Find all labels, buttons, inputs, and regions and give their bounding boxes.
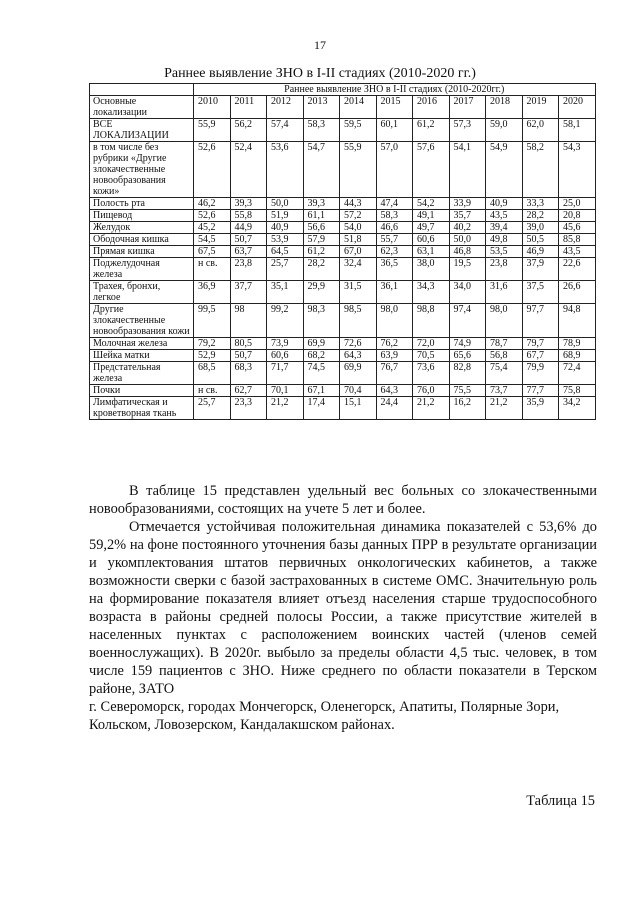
table-cell: 40,9: [267, 222, 304, 234]
table-cell: 55,9: [340, 142, 377, 198]
table-cell: 61,2: [303, 246, 340, 258]
table-cell: н св.: [194, 385, 231, 397]
table-cell: 50,5: [522, 234, 559, 246]
table-cell: 52,9: [194, 350, 231, 362]
table-cell: 64,3: [340, 350, 377, 362]
table-cell: 75,8: [559, 385, 596, 397]
table-cell: 77,7: [522, 385, 559, 397]
table-cell: 97,4: [449, 304, 486, 338]
table-cell: 49,1: [413, 210, 450, 222]
table-cell: 51,8: [340, 234, 377, 246]
table-cell: 54,5: [194, 234, 231, 246]
table-cell: 28,2: [522, 210, 559, 222]
table-cell: 54,0: [340, 222, 377, 234]
table-cell: 39,3: [303, 198, 340, 210]
table-cell: 23,8: [486, 258, 523, 281]
table-cell: 61,1: [303, 210, 340, 222]
table-cell: 58,3: [303, 119, 340, 142]
table-cell: 35,1: [267, 281, 304, 304]
table-cell: 57,4: [267, 119, 304, 142]
table-cell: н св.: [194, 258, 231, 281]
row-label: Другие злокачественные новообразования кожи: [90, 304, 194, 338]
table-cell: 64,5: [267, 246, 304, 258]
table-cell: 72,4: [559, 362, 596, 385]
table-cell: 58,3: [376, 210, 413, 222]
table-cell: 36,9: [194, 281, 231, 304]
table-cell: 21,2: [486, 397, 523, 420]
paragraph-1: В таблице 15 представлен удельный вес больных со злокачественными новообразованиями, состоящих на учете 5 лет и более.: [89, 483, 597, 517]
table-title: Раннее выявление ЗНО в I-II стадиях (2010-2020 гг.): [164, 66, 476, 81]
table-cell: 17,4: [303, 397, 340, 420]
table-cell: 55,9: [194, 119, 231, 142]
year-header-2019: 2019: [522, 96, 559, 119]
table-cell: 16,2: [449, 397, 486, 420]
table-cell: 55,7: [376, 234, 413, 246]
table-cell: 28,2: [303, 258, 340, 281]
table-cell: 55,8: [230, 210, 267, 222]
table-cell: 44,9: [230, 222, 267, 234]
table-row: [90, 385, 596, 397]
row-label: Прямая кишка: [90, 246, 194, 258]
table-cell: 62,3: [376, 246, 413, 258]
row-label: Шейка матки: [90, 350, 194, 362]
table-cell: 72,6: [340, 338, 377, 350]
table-cell: 98,8: [413, 304, 450, 338]
row-label: в том числе без рубрики «Другие злокачественные новообразования кожи»: [90, 142, 194, 198]
table-cell: 23,3: [230, 397, 267, 420]
table-cell: 57,0: [376, 142, 413, 198]
table-row: [90, 222, 596, 234]
table-cell: 61,2: [413, 119, 450, 142]
table-cell: 94,8: [559, 304, 596, 338]
table-row: [90, 338, 596, 350]
table-cell: 60,6: [267, 350, 304, 362]
table-cell: 62,7: [230, 385, 267, 397]
table-cell: 39,3: [230, 198, 267, 210]
table-cell: 38,0: [413, 258, 450, 281]
table-cell: 22,6: [559, 258, 596, 281]
table-caption: Таблица 15: [526, 793, 595, 809]
body-text: [89, 482, 597, 734]
table-cell: 29,9: [303, 281, 340, 304]
year-header-2011: 2011: [230, 96, 267, 119]
table-cell: 62,0: [522, 119, 559, 142]
table-row: [90, 246, 596, 258]
table-cell: 15,1: [340, 397, 377, 420]
table-cell: 76,0: [413, 385, 450, 397]
table-cell: 68,9: [559, 350, 596, 362]
table-cell: 54,1: [449, 142, 486, 198]
table-cell: 57,6: [413, 142, 450, 198]
table-cell: 19,5: [449, 258, 486, 281]
table-cell: 39,4: [486, 222, 523, 234]
table-row: [90, 362, 596, 385]
table-cell: 34,0: [449, 281, 486, 304]
paragraph-2: Отмечается устойчивая положительная динамика показателей с 53,6% до 59,2% на фоне постоянного уточнения базы данных ПРР в результате организации и укомплектования штатов первичных онкологических кабинетов, а также возможности сверки с базой застрахованных в системе ОМС. Значительную роль на формирование показателя влияет отъезд населения старше трудоспособного возраста в районы средней полосы России, а также присутствие жителей в населенных пунктах с расположением воинских частей (членов семей военнослужащих). В 2020г. выбыло за пределы области 4,5 тыс. человек, в том числе 159 пациентов с ЗНО. Ниже среднего по области показатели в Терском районе, ЗАТО: [89, 519, 597, 697]
table-cell: 58,1: [559, 119, 596, 142]
table-cell: 40,9: [486, 198, 523, 210]
table-cell: 98: [230, 304, 267, 338]
table-cell: 36,5: [376, 258, 413, 281]
table-cell: 59,5: [340, 119, 377, 142]
table-cell: 51,9: [267, 210, 304, 222]
row-label: Желудок: [90, 222, 194, 234]
table-cell: 65,6: [449, 350, 486, 362]
table-cell: 60,1: [376, 119, 413, 142]
table-cell: 45,6: [559, 222, 596, 234]
table-row: [90, 198, 596, 210]
table-cell: 72,0: [413, 338, 450, 350]
row-label: Лимфатическая и кроветворная ткань: [90, 397, 194, 420]
table-cell: 68,5: [194, 362, 231, 385]
table-cell: 24,4: [376, 397, 413, 420]
table-cell: 98,5: [340, 304, 377, 338]
table-cell: 53,6: [267, 142, 304, 198]
table-cell: 23,8: [230, 258, 267, 281]
early-detection-table: [89, 83, 596, 420]
row-label: Молочная железа: [90, 338, 194, 350]
table-cell: 35,7: [449, 210, 486, 222]
year-header-2012: 2012: [267, 96, 304, 119]
table-cell: 31,5: [340, 281, 377, 304]
paragraph-3: г. Североморск, городах Мончегорск, Оленегорск, Апатиты, Полярные Зори, Кольском, Ловозерском, Кандалакшском районах.: [89, 699, 560, 733]
table-cell: 73,7: [486, 385, 523, 397]
table-cell: 98,0: [376, 304, 413, 338]
table-cell: 74,5: [303, 362, 340, 385]
table-row: [90, 210, 596, 222]
table-cell: 32,4: [340, 258, 377, 281]
table-cell: 52,6: [194, 142, 231, 198]
table-cell: 79,7: [522, 338, 559, 350]
table-cell: 52,6: [194, 210, 231, 222]
year-header-2017: 2017: [449, 96, 486, 119]
row-label: ВСЕ ЛОКАЛИЗАЦИИ: [90, 119, 194, 142]
table-cell: 46,8: [449, 246, 486, 258]
table-cell: 63,9: [376, 350, 413, 362]
page-number: 17: [314, 38, 326, 52]
table-row: [90, 304, 596, 338]
table-cell: 44,3: [340, 198, 377, 210]
table-cell: 20,8: [559, 210, 596, 222]
table-cell: 37,9: [522, 258, 559, 281]
table-cell: 53,9: [267, 234, 304, 246]
table-cell: 99,5: [194, 304, 231, 338]
table-cell: 59,0: [486, 119, 523, 142]
table-cell: 63,1: [413, 246, 450, 258]
table-cell: 34,2: [559, 397, 596, 420]
table-cell: 50,7: [230, 350, 267, 362]
table-group-header-row: [90, 84, 596, 96]
table-cell: 69,9: [340, 362, 377, 385]
year-header-2015: 2015: [376, 96, 413, 119]
year-header-2014: 2014: [340, 96, 377, 119]
table-cell: 21,2: [267, 397, 304, 420]
table-cell: 58,2: [522, 142, 559, 198]
table-cell: 98,3: [303, 304, 340, 338]
row-label: Предстательная железа: [90, 362, 194, 385]
table-cell: 85,8: [559, 234, 596, 246]
row-label: Почки: [90, 385, 194, 397]
table-cell: 36,1: [376, 281, 413, 304]
table-cell: 21,2: [413, 397, 450, 420]
table-cell: 67,0: [340, 246, 377, 258]
table-cell: 70,4: [340, 385, 377, 397]
table-cell: 73,6: [413, 362, 450, 385]
table-cell: 76,2: [376, 338, 413, 350]
table-cell: 52,4: [230, 142, 267, 198]
table-cell: 33,3: [522, 198, 559, 210]
table-cell: 49,8: [486, 234, 523, 246]
row-label: Полость рта: [90, 198, 194, 210]
table-cell: 71,7: [267, 362, 304, 385]
table-cell: 67,7: [522, 350, 559, 362]
table-cell: 37,7: [230, 281, 267, 304]
table-cell: 76,7: [376, 362, 413, 385]
table-cell: 57,3: [449, 119, 486, 142]
table-cell: 79,9: [522, 362, 559, 385]
table-cell: 46,2: [194, 198, 231, 210]
table-cell: 34,3: [413, 281, 450, 304]
table-cell: 54,3: [559, 142, 596, 198]
row-label: Трахея, бронхи, легкое: [90, 281, 194, 304]
table-cell: 67,1: [303, 385, 340, 397]
table-cell: 56,6: [303, 222, 340, 234]
table-cell: 40,2: [449, 222, 486, 234]
table-cell: 26,6: [559, 281, 596, 304]
table-cell: 79,2: [194, 338, 231, 350]
table-cell: 54,7: [303, 142, 340, 198]
table-cell: 57,9: [303, 234, 340, 246]
table-cell: 70,1: [267, 385, 304, 397]
table-cell: 68,2: [303, 350, 340, 362]
row-label: Ободочная кишка: [90, 234, 194, 246]
table-row: [90, 281, 596, 304]
table-cell: 35,9: [522, 397, 559, 420]
table-cell: 25,7: [267, 258, 304, 281]
table-cell: 75,4: [486, 362, 523, 385]
table-cell: 53,5: [486, 246, 523, 258]
table-cell: 25,7: [194, 397, 231, 420]
table-cell: 75,5: [449, 385, 486, 397]
table-cell: 49,7: [413, 222, 450, 234]
table-row: [90, 397, 596, 420]
table-cell: 97,7: [522, 304, 559, 338]
table-cell: 50,7: [230, 234, 267, 246]
table-cell: 25,0: [559, 198, 596, 210]
table-cell: 50,0: [267, 198, 304, 210]
table-row: [90, 258, 596, 281]
table-cell: 46,6: [376, 222, 413, 234]
table-cell: 57,2: [340, 210, 377, 222]
table-cell: 45,2: [194, 222, 231, 234]
table-cell: 56,8: [486, 350, 523, 362]
table-cell: 70,5: [413, 350, 450, 362]
table-cell: 82,8: [449, 362, 486, 385]
table-cell: 33,9: [449, 198, 486, 210]
table-cell: 56,2: [230, 119, 267, 142]
table-cell: 74,9: [449, 338, 486, 350]
table-cell: 43,5: [486, 210, 523, 222]
year-header-2013: 2013: [303, 96, 340, 119]
year-header-2010: 2010: [194, 96, 231, 119]
table-cell: 54,9: [486, 142, 523, 198]
year-header-2018: 2018: [486, 96, 523, 119]
table-cell: 54,2: [413, 198, 450, 210]
table-cell: 78,7: [486, 338, 523, 350]
table-row: [90, 350, 596, 362]
table-cell: 67,5: [194, 246, 231, 258]
table-header-row: [90, 96, 596, 119]
table-cell: 50,0: [449, 234, 486, 246]
year-header-2016: 2016: [413, 96, 450, 119]
table-cell: 39,0: [522, 222, 559, 234]
table-cell: 37,5: [522, 281, 559, 304]
first-col-header: Основные локализации: [90, 96, 194, 119]
table-row: [90, 234, 596, 246]
table-cell: 73,9: [267, 338, 304, 350]
table-cell: 64,3: [376, 385, 413, 397]
row-label: Пищевод: [90, 210, 194, 222]
table-cell: 47,4: [376, 198, 413, 210]
row-label: Поджелудочная железа: [90, 258, 194, 281]
table-cell: 78,9: [559, 338, 596, 350]
table-cell: 60,6: [413, 234, 450, 246]
group-header: Раннее выявление ЗНО в I-II стадиях (2010-2020гг.): [194, 84, 596, 96]
table-row: [90, 142, 596, 198]
table-row: [90, 119, 596, 142]
table-cell: 31,6: [486, 281, 523, 304]
table-cell: 46,9: [522, 246, 559, 258]
table-cell: 43,5: [559, 246, 596, 258]
table-cell: 99,2: [267, 304, 304, 338]
table-corner-cell: [90, 84, 194, 96]
table-cell: 98,0: [486, 304, 523, 338]
table-cell: 63,7: [230, 246, 267, 258]
table-cell: 80,5: [230, 338, 267, 350]
year-header-2020: 2020: [559, 96, 596, 119]
table-cell: 68,3: [230, 362, 267, 385]
table-cell: 69,9: [303, 338, 340, 350]
